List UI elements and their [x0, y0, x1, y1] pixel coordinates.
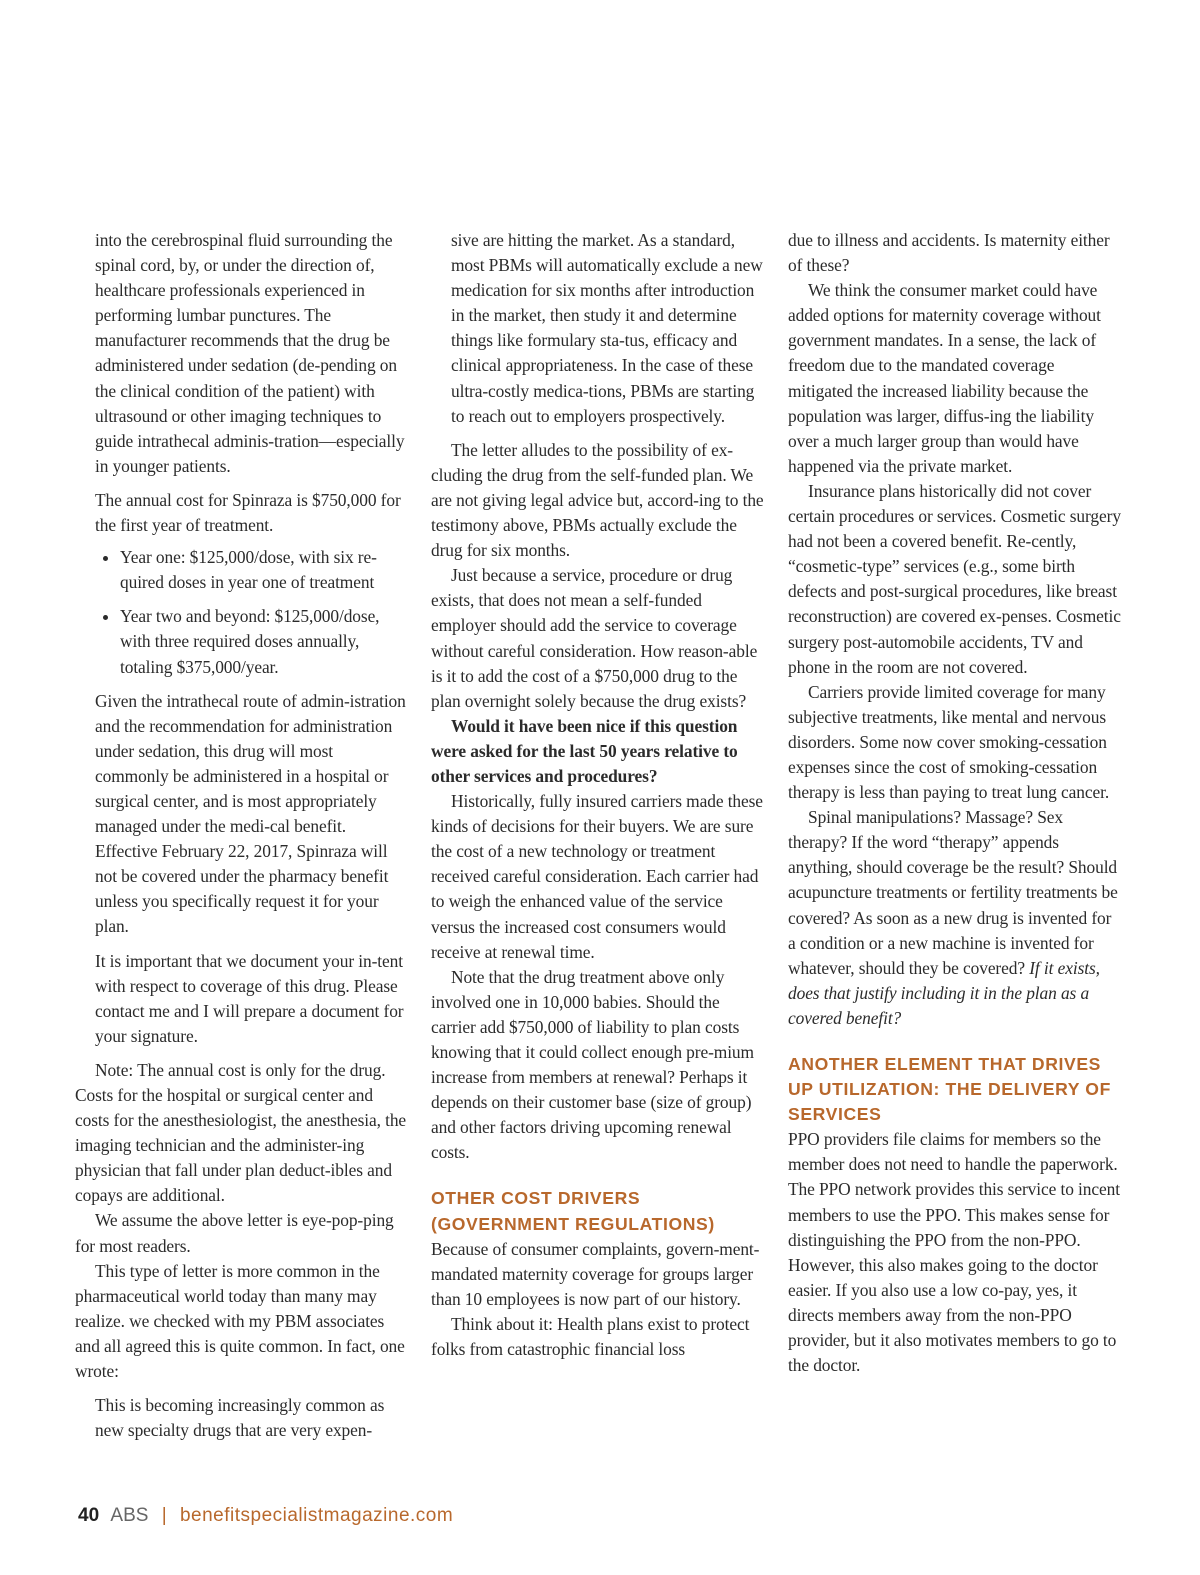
body-paragraph: We assume the above letter is eye-pop-ping for most readers.	[75, 1210, 394, 1256]
body-paragraph: Insurance plans historically did not cover certain procedures or services. Cosmetic surgery had not been a covered benefit. Re-cently, “cosmetic-type” services (e.g., some birth defects and post-surgical procedures, like breast reconstruction) are covered ex-penses. Cosmetic surgery post-automobile accidents, TV and phone in the room are not covered.	[788, 480, 1121, 677]
body-paragraph: Carriers provide limited coverage for many subjective treatments, like mental and nervous disorders. Some now cover smoking-cessation expenses since the cost of smoking-cessation therapy is less than paying to treat lung cancer.	[788, 681, 1110, 803]
body-paragraph: This type of letter is more common in the pharmaceutical world today than many may realize. we checked with my PBM associates and all agreed this is quite common. In fact, one wrote:	[75, 1260, 405, 1382]
body-paragraph	[788, 805, 1123, 1031]
bullet-list	[75, 545, 409, 679]
column-1	[75, 228, 409, 1443]
column-2	[431, 228, 767, 1362]
website-link[interactable]: benefitspecialistmagazine.com	[179, 1505, 454, 1526]
footer-separator: |	[161, 1505, 167, 1526]
body-paragraph: Given the intrathecal route of admin-istration and the recommendation for administration under sedation, this drug will most commonly be administered in a hospital or surgical center, and is most appropriately managed under the medi-cal benefit. Effective February 22, 2017, Spinraza will not be covered under the pharmacy benefit unless you specifically request it for your plan.	[95, 690, 406, 937]
body-paragraph: Historically, fully insured carriers made these kinds of decisions for their buyers. We are sure the cost of a new technology or treatment received careful consideration. Each carrier had to weigh the enhanced value of the service versus the increased cost consumers would receive at renewal time.	[431, 791, 763, 962]
body-paragraph: Note: The annual cost is only for the drug. Costs for the hospital or surgical center and costs for the anesthesiologist, the anesthesia, the imaging technician and the administer-ing physician that fall under plan deduct-ibles and copays are additional.	[75, 1059, 407, 1206]
body-paragraph: We think the consumer market could have added options for maternity coverage without government mandates. In a sense, the lack of freedom due to the mandated coverage mitigated the increased liability because the population was larger, diffus-ing the liability over a much larger group than would have happened via the private market.	[788, 280, 1101, 476]
page-number: 40	[78, 1505, 100, 1526]
quoted-paragraph: This is becoming increasingly common as new specialty drugs that are very expen-	[95, 1395, 385, 1441]
body-paragraph: The letter alludes to the possibility of ex-cluding the drug from the self-funded plan. We are not giving legal advice but, accord-ing to the testimony above, PBMs actually exclude the drug for six months.	[431, 439, 764, 561]
body-paragraph: Just because a service, procedure or drug exists, that does not mean a self-funded employer should add the service to coverage without careful consideration. How reason-able is it to add the cost of a $750,000 drug to the plan overnight solely because the drug exists?	[431, 565, 758, 711]
italic-question: If it exists, does that justify including it in the plan as a covered benefit?	[788, 957, 1100, 1028]
body-paragraph: into the cerebrospinal fluid surrounding the spinal cord, by, or under the direction of, healthcare professionals experienced in performing lumbar punctures. The manufacturer recommends that the drug be administered under sedation (de-pending on the clinical condition of the patient) with ultrasound or other imaging techniques to guide intrathecal adminis-tration—especially in younger patients.	[95, 230, 405, 476]
bold-question: Would it have been nice if this question were asked for the last 50 years relative to other services and procedures?	[431, 715, 738, 786]
publication-name: ABS	[110, 1505, 149, 1526]
body-paragraph: The annual cost for Spinraza is $750,000 for the first year of treatment.	[95, 489, 401, 536]
bullet-item: • Year one: $125,000/dose, with six re-quired doses in year one of treatment	[120, 545, 409, 595]
body-paragraph: Think about it: Health plans exist to protect folks from catastrophic financial loss	[431, 1313, 750, 1360]
section-heading: ANOTHER ELEMENT THAT DRIVES UP UTILIZATION: THE DELIVERY OF SERVICES	[788, 1054, 1111, 1125]
quoted-paragraph: sive are hitting the market. As a standard, most PBMs will automatically exclude a new medication for six months after introduction in the market, then study it and determine things like formulary sta-tus, efficacy and clinical appropriateness. In the case of these ultra-costly medica-tions, PBMs are starting to reach out to employers prospectively.	[451, 230, 763, 426]
column-3	[788, 228, 1123, 1378]
body-paragraph: PPO providers file claims for members so the member does not need to handle the paperwork. The PPO network provides this service to incent members to use the PPO. This makes sense for distinguishing the PPO from the non-PPO. However, this also makes going to the doctor easier. If you also use a low co-pay, yes, it directs members away from the non-PPO provider, but it also motivates members to go to the doctor.	[788, 1129, 1120, 1376]
body-text: Spinal manipulations? Massage? Sex therapy? If the word “therapy” appends anything, should coverage be the result? Should acupuncture treatments or fertility treatments be covered? As soon as a new drug is invented for a condition or a new machine is invented for whatever, should they be covered?	[788, 807, 1118, 978]
body-paragraph: Note that the drug treatment above only involved one in 10,000 babies. Should the carrier add $750,000 of liability to plan costs knowing that it could collect enough pre-mium increase from members at renewal? Perhaps it depends on their customer base (size of group) and other factors driving upcoming renewal costs.	[431, 966, 754, 1163]
page-footer	[78, 1503, 453, 1529]
bullet-item: • Year two and beyond: $125,000/dose, with three required doses annually, totaling $375,000/year.	[120, 604, 409, 679]
body-paragraph: It is important that we document your in-tent with respect to coverage of this drug. Please contact me and I will prepare a document for your signature.	[95, 950, 404, 1046]
body-paragraph: due to illness and accidents. Is maternity either of these?	[788, 230, 1110, 276]
section-heading: OTHER COST DRIVERS (GOVERNMENT REGULATIONS)	[431, 1188, 715, 1234]
body-paragraph: Because of consumer complaints, govern-ment-mandated maternity coverage for groups larger than 10 employees is now part of our history.	[431, 1238, 760, 1309]
